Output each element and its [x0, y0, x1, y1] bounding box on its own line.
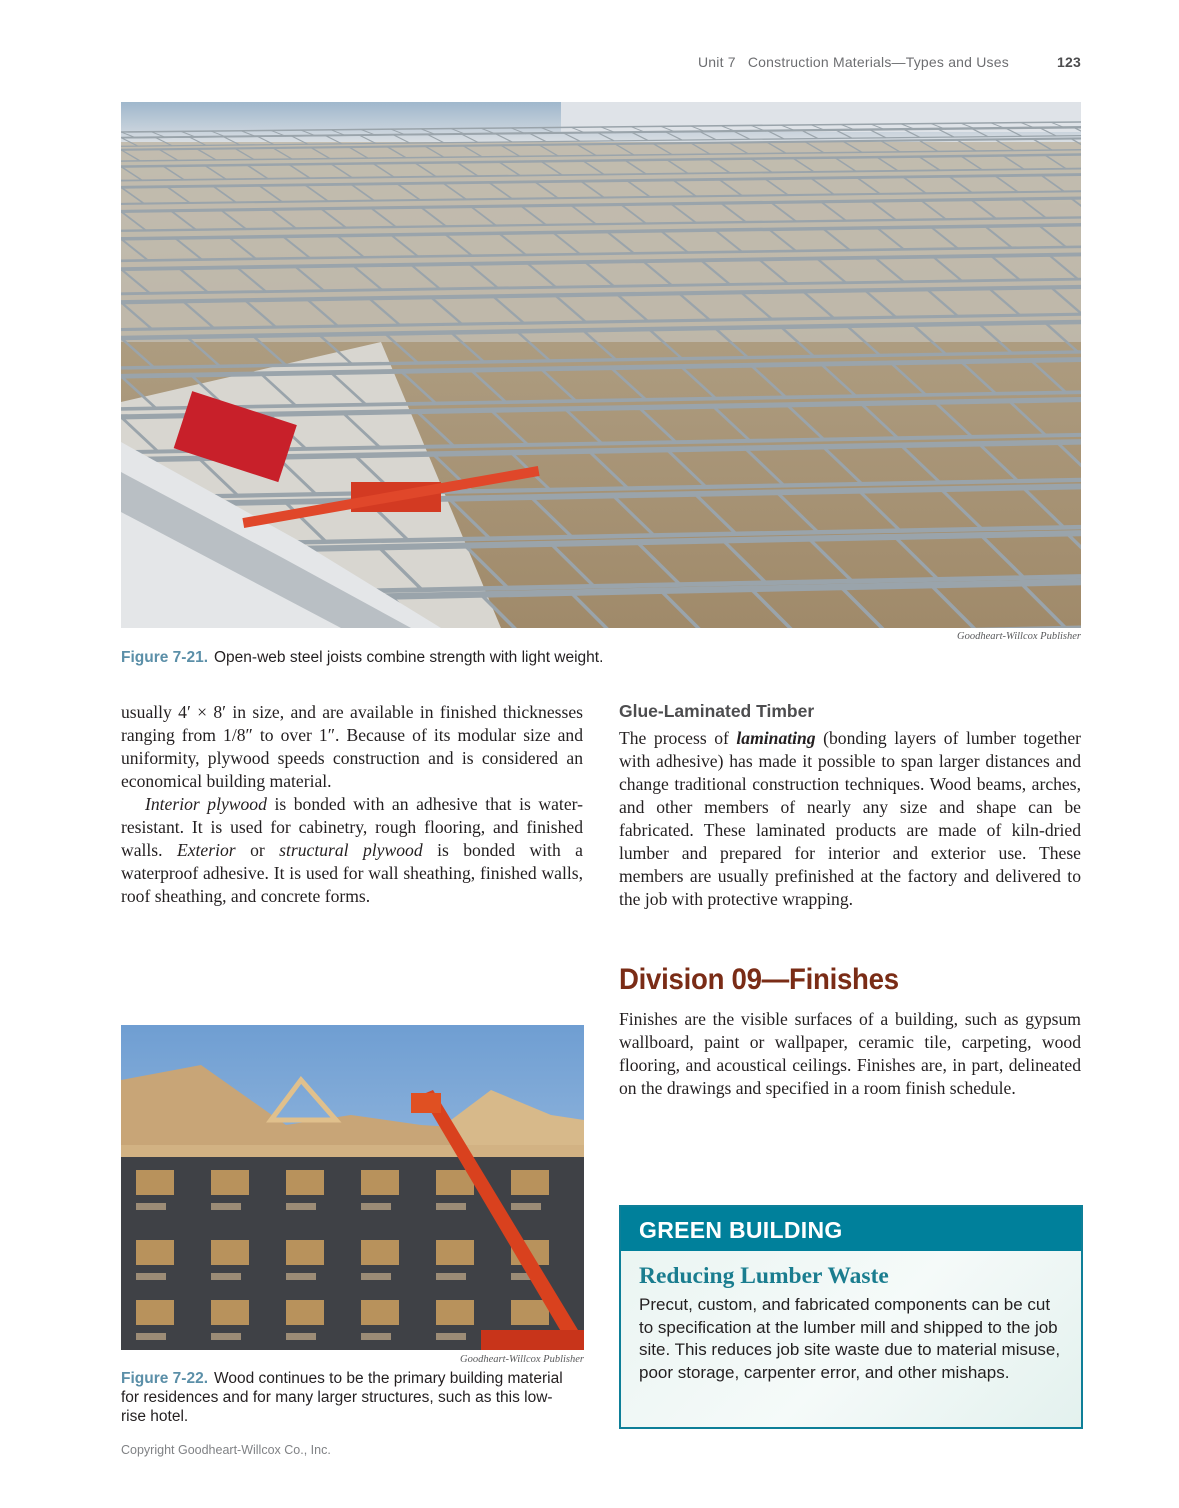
running-header — [698, 54, 1081, 70]
figure2-caption — [121, 1369, 571, 1426]
plywood-paragraph-2 — [121, 793, 583, 908]
figure1-label: Figure 7-21. — [121, 649, 208, 666]
glulam-heading: Glue-Laminated Timber — [619, 701, 815, 721]
division-heading: Division 09—Finishes — [619, 963, 899, 996]
term-exterior: Exterior — [176, 840, 236, 860]
plywood-paragraph-1: usually 4′ × 8′ in size, and are available in finished thicknesses ranging from 1/8″ to over 1″. Because of its modular size and uniformity, plywood speeds construction and is considered an economical building material. — [121, 702, 583, 791]
header-title: Construction Materials—Types and Uses — [747, 54, 1009, 70]
green-building-text: Precut, custom, and fabricated components can be cut to specification at the lumber mill and shipped to the job site. This reduces job site waste due to material misuse, poor storage, carpenter error, and other mishaps. — [639, 1295, 1061, 1382]
copyright-footer: Copyright Goodheart-Willcox Co., Inc. — [121, 1443, 331, 1457]
green-building-box — [619, 1205, 1083, 1429]
left-column — [121, 701, 583, 908]
term-laminating: laminating — [736, 728, 816, 748]
glulam-section — [619, 700, 1081, 911]
term-structural-plywood: structural plywood — [279, 840, 423, 860]
term-interior-plywood: Interior plywood — [145, 794, 267, 814]
division-paragraph: Finishes are the visible surfaces of a building, such as gypsum wallboard, paint or wallpaper, ceramic tile, carpeting, wood flooring, and acoustical ceilings. Finishes are, in part, delineated on the drawings and specified in a room finish schedule. — [619, 1009, 1081, 1098]
glulam-text-a: The process of — [619, 728, 737, 748]
plywood-p2-text-a: is bonded with an adhesive that is water-resistant. It is used for cabinetry, rough flooring, and finished walls. — [121, 794, 583, 860]
page-number: 123 — [1057, 54, 1081, 70]
figure1-caption — [121, 648, 1081, 667]
figure1-caption-text: Open-web steel joists combine strength with light weight. — [214, 649, 604, 666]
figure2-caption-text: Wood continues to be the primary building material for residences and for many larger structures, such as this low-rise hotel. — [121, 1370, 563, 1425]
header-unit: Unit 7 — [698, 54, 736, 70]
figure2-credit: Goodheart-Willcox Publisher — [460, 1354, 584, 1365]
plywood-p2-or: or — [235, 840, 280, 860]
hotel-construction-photo — [121, 1025, 584, 1350]
figure1-credit: Goodheart-Willcox Publisher — [957, 631, 1081, 642]
steel-joists-photo — [121, 102, 1081, 628]
glulam-text-b: (bonding layers of lumber together with adhesive) has made it possible to span larger distances and change traditional construction techniques. Wood beams, arches, and other members of nearly any size and shape can be fabricated. These laminated products are made of kiln-dried lumber and prepared for interior and exterior use. These members are usually prefinished at the factory and delivered to the job with protective wrapping. — [619, 728, 1081, 909]
green-building-title: Reducing Lumber Waste — [639, 1263, 889, 1289]
figure2-label: Figure 7-22. — [121, 1370, 208, 1387]
plywood-p2-text-b: is bonded with a waterproof adhesive. It is used for wall sheathing, finished walls, roof sheathing, and concrete forms. — [121, 840, 583, 906]
green-building-banner: GREEN BUILDING — [621, 1207, 1081, 1251]
glulam-paragraph — [619, 727, 1081, 911]
